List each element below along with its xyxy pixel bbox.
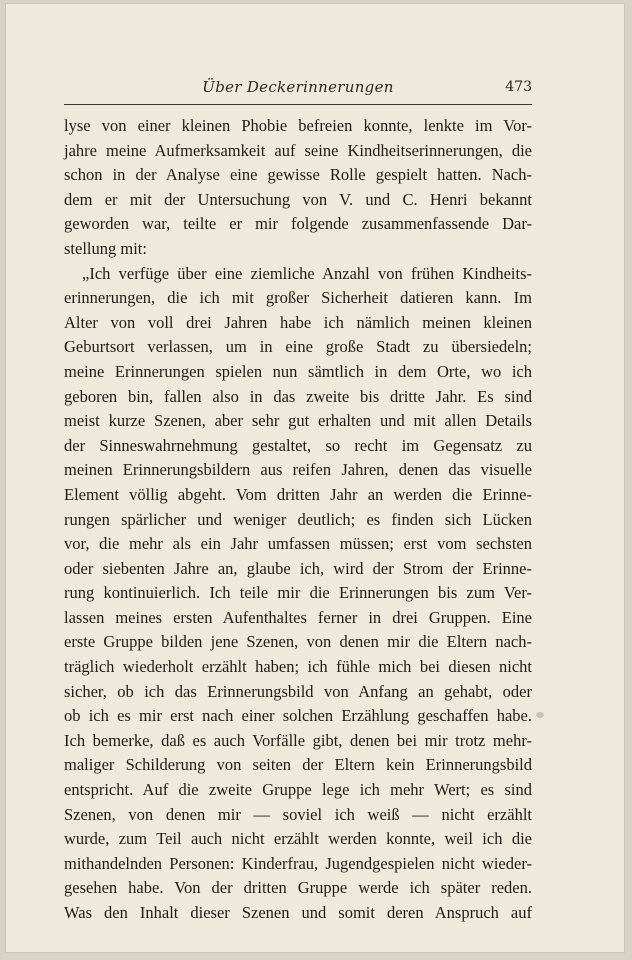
text-line: maliger Schilderung von seiten der Eltern kein Erinnerungsbild: [64, 755, 532, 775]
text-line: stellung mit:: [64, 238, 147, 258]
text-line: der Sinneswahrnehmung gestaltet, so recht im Gegensatz zu: [64, 435, 532, 455]
text-line: meine Erinnerungen spielen nun sämtlich in dem Orte, wo ich: [64, 361, 532, 381]
text-line: ob ich es mir erst nach einer solchen Erzählung geschaffen habe.: [64, 706, 532, 726]
text-line: sicher, ob ich das Erinnerungsbild von Anfang an gehabt, oder: [64, 681, 532, 701]
text-line: geboren bin, fallen also in das zweite bis dritte Jahr. Es sind: [64, 386, 532, 406]
body-text: [64, 114, 532, 926]
text-line: geworden war, teilte er mir folgende zusammenfassende Dar-: [64, 214, 532, 234]
text-line: vor, die mehr als ein Jahr umfassen müssen; erst vom sechsten: [64, 534, 532, 554]
text-line: gesehen habe. Von der dritten Gruppe werde ich später reden.: [64, 878, 532, 898]
text-line: dem er mit der Untersuchung von V. und C. Henri bekannt: [64, 189, 532, 209]
text-line: meist kurze Szenen, aber sehr gut erhalten und mit allen Details: [64, 411, 532, 431]
text-line: rungen spärlicher und weniger deutlich; es finden sich Lücken: [64, 509, 532, 529]
text-line: Element völlig abgeht. Vom dritten Jahr an werden die Erinne-: [64, 484, 532, 504]
text-line: schon in der Analyse eine gewisse Rolle gespielt hatten. Nach-: [64, 165, 532, 185]
text-line: Geburtsort verlassen, um in eine große Stadt zu übersiedeln;: [64, 337, 532, 357]
text-line: Ich bemerke, daß es auch Vorfälle gibt, denen bei mir trotz mehr-: [64, 730, 532, 750]
book-page: [6, 4, 624, 952]
text-line: meinen Erinnerungsbildern aus reifen Jahren, denen das visuelle: [64, 460, 532, 480]
text-line: jahre meine Aufmerksamkeit auf seine Kindheitserinnerungen, die: [64, 140, 532, 160]
text-line: erste Gruppe bilden jene Szenen, von denen mir die Eltern nach-: [64, 632, 532, 652]
text-line: oder siebenten Jahre an, glaube ich, wird der Strom der Erinne-: [64, 558, 532, 578]
text-line: „Ich verfüge über eine ziemliche Anzahl von frühen Kindheits-: [82, 263, 532, 283]
paper-blemish: [536, 712, 544, 718]
text-line: Was den Inhalt dieser Szenen und somit deren Anspruch auf: [64, 903, 532, 922]
text-line: träglich wiederholt erzählt haben; ich fühle mich bei diesen nicht: [64, 657, 532, 677]
text-line: lyse von einer kleinen Phobie befreien konnte, lenkte im Vor-: [64, 116, 532, 135]
text-line: Alter von voll drei Jahren habe ich nämlich meinen kleinen: [64, 312, 532, 332]
page-header: [64, 76, 532, 105]
text-line: erinnerungen, die ich mit großer Sicherheit datieren kann. Im: [64, 288, 532, 308]
text-line: Szenen, von denen mir — soviel ich weiß — nicht erzählt: [64, 804, 532, 824]
running-title: Über Deckerinnerungen: [202, 78, 394, 96]
page-number: 473: [505, 79, 532, 95]
text-line: entspricht. Auf die zweite Gruppe lege ich mehr Wert; es sind: [64, 780, 532, 800]
text-line: rung kontinuierlich. Ich teile mir die Erinnerungen bis zum Ver-: [64, 583, 532, 603]
text-line: lassen meines ersten Aufenthaltes ferner in drei Gruppen. Eine: [64, 607, 532, 627]
text-line: mithandelnden Personen: Kinderfrau, Jugendgespielen nicht wieder-: [64, 853, 532, 873]
text-line: wurde, zum Teil auch nicht erzählt werden konnte, weil ich die: [64, 829, 532, 849]
